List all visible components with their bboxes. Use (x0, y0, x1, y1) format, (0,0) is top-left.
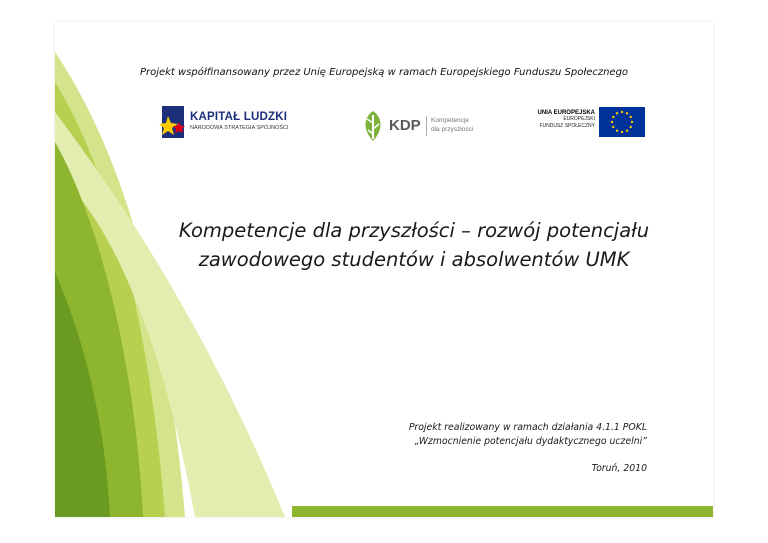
place-date: Toruń, 2010 (591, 463, 647, 474)
kapital-ludzki-star-icon (159, 102, 189, 146)
kdp-separator (426, 116, 427, 136)
kapital-ludzki-subtitle: NARODOWA STRATEGIA SPÓJNOŚCI (190, 125, 289, 131)
eu-flag-icon (599, 107, 645, 137)
project-action-line: Projekt realizowany w ramach działania 4.1.1 POKL (408, 422, 647, 433)
project-subtitle-line: „Wzmocnienie potencjału dydaktycznego uczelni” (414, 436, 647, 447)
kdp-line-2: dla przyszłości (431, 126, 474, 133)
kdp-acronym: KDP (389, 117, 421, 134)
slide (55, 22, 713, 517)
kapital-ludzki-logo (159, 102, 299, 146)
slide-title (175, 216, 653, 274)
eu-logo (529, 104, 647, 142)
slide-title-line-2: zawodowego studentów i absolwentów UMK (198, 248, 630, 271)
kapital-ludzki-title: KAPITAŁ LUDZKI (190, 111, 288, 123)
kdp-logo (360, 108, 480, 144)
kdp-line-1: Kompetencje (431, 117, 469, 124)
eu-line-3: FUNDUSZ SPOŁECZNY (539, 123, 595, 129)
cofinancing-note: Projekt współfinansowany przez Unię Europejską w ramach Europejskiego Funduszu Społecznego (139, 67, 629, 78)
eu-line-2: EUROPEJSKI (563, 116, 595, 122)
slide-title-line-1: Kompetencje dla przyszłości – rozwój potencjału (178, 219, 650, 242)
bottom-green-bar (292, 506, 713, 517)
eu-line-1: UNIA EUROPEJSKA (537, 110, 595, 116)
kdp-leaf-icon (360, 109, 386, 143)
